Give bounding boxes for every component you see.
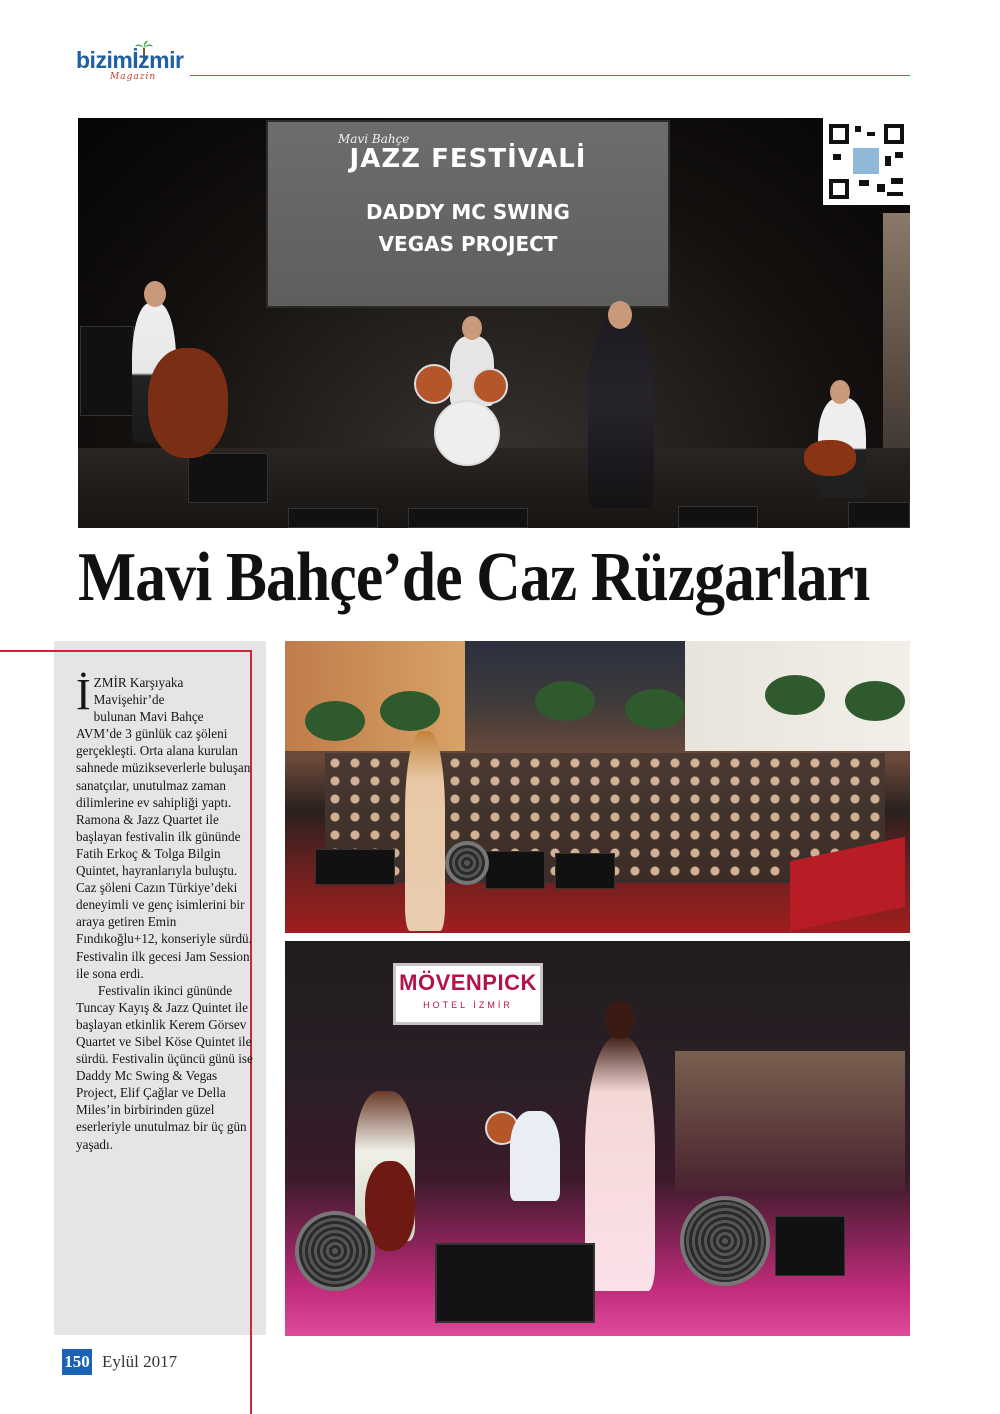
pianist <box>510 1111 560 1201</box>
accent-rule-horizontal <box>0 650 252 652</box>
palm-tree <box>765 675 825 715</box>
tom-drum <box>472 368 508 404</box>
tom-drum <box>414 364 454 404</box>
stage-monitor <box>188 453 268 503</box>
article-line: bulunan Mavi Bahçe <box>93 709 204 725</box>
qr-code <box>823 118 910 205</box>
article-paragraph-1 <box>76 670 254 982</box>
stage-monitor <box>775 1216 845 1276</box>
movenpick-sign-name: MÖVENPICK <box>399 970 537 995</box>
logo-wordmark: bizimİzmir <box>76 47 184 73</box>
stage-monitor <box>678 506 758 528</box>
bass-drum <box>434 400 500 466</box>
magazine-logo <box>76 46 196 86</box>
palm-tree <box>380 691 440 731</box>
palm-tree <box>305 701 365 741</box>
drummer-head <box>462 316 482 340</box>
crowd-photo <box>285 641 910 933</box>
page-number: 150 <box>62 1349 92 1375</box>
article-line: ZMİR Karşıyaka <box>93 675 184 690</box>
screen-line-1: DADDY MC SWING <box>366 200 570 224</box>
palm-tree <box>845 681 905 721</box>
screen-line-2: VEGAS PROJECT <box>378 232 558 256</box>
movenpick-sign-subtitle: HOTEL İZMİR <box>423 1000 513 1010</box>
female-singer <box>585 1036 655 1291</box>
lead-singer <box>588 318 654 508</box>
stage-monitor <box>408 508 528 528</box>
stage-monitor <box>848 502 910 528</box>
amplifier <box>80 326 134 416</box>
palm-tree <box>535 681 595 721</box>
singer-head <box>608 301 632 329</box>
led-screen <box>266 120 670 308</box>
bassist-head <box>144 281 166 307</box>
singer-head <box>605 1001 635 1039</box>
stage-fan <box>445 841 489 885</box>
stage-monitor <box>555 853 615 889</box>
stage-monitor <box>435 1243 595 1323</box>
screen-brand: Mavi Bahçe <box>338 132 410 146</box>
movenpick-sign <box>393 963 543 1025</box>
guitarist-head <box>830 380 850 404</box>
horn-section <box>675 1051 905 1191</box>
article-headline: Mavi Bahçe’de Caz Rüzgarları <box>78 539 870 616</box>
palm-tree <box>625 689 685 729</box>
stage-fan <box>295 1211 375 1291</box>
issue-date: Eylül 2017 <box>102 1352 178 1371</box>
stage-monitor <box>485 851 545 889</box>
article-line: Mavişehir’de <box>93 692 165 708</box>
stage-monitor <box>315 849 395 885</box>
header-divider <box>190 75 910 76</box>
female-singer <box>405 731 445 931</box>
stage-monitor <box>288 508 378 528</box>
article-body <box>76 670 254 1153</box>
article-paragraph-2: Festivalin ikinci gününde Tuncay Kayış & Jazz Quintet ile başlayan etkinlik Kerem Görsev Quartet ve Sibel Köse Quintet ile sürdü. Festivalin üçüncü günü ise Daddy Mc Swing & Vegas Project, Elif Çağlar ve Della Miles’in birbirinden güzel eserleriyle unutulmaz bir üç gün yaşadı. <box>76 982 253 1152</box>
drop-cap: İ <box>76 670 91 719</box>
electric-guitar <box>804 440 856 476</box>
logo-subtitle: Magazin <box>110 72 157 82</box>
double-bass <box>148 348 228 458</box>
movenpick-stage-photo <box>285 941 910 1336</box>
stage-photo-daddy-mc-swing <box>78 118 910 528</box>
stage-fan <box>680 1196 770 1286</box>
article-paragraph-1-rest: AVM’de 3 günlük caz şöleni gerçekleşti. Orta alana kurulan sahnede müzikseverlerle buluşan sanatçılar, unutulmaz zaman dilimlerine ev sahipliği yaptı. Ramona & Jazz Quartet ile başlayan festivalin ilk gününde Fatih Erkoç & Tolga Bilgin Quintet, hayranlarıyla buluştu. Caz şöleni Cazın Türkiye’deki deneyimli ve genç isimlerini bir araya getiren Emin Fındıkoğlu+12, konseriyle sürdü. Festivalin ilk gecesi Jam Session ile sona erdi. <box>76 726 252 981</box>
screen-title: JAZZ FESTİVALİ <box>349 144 587 174</box>
